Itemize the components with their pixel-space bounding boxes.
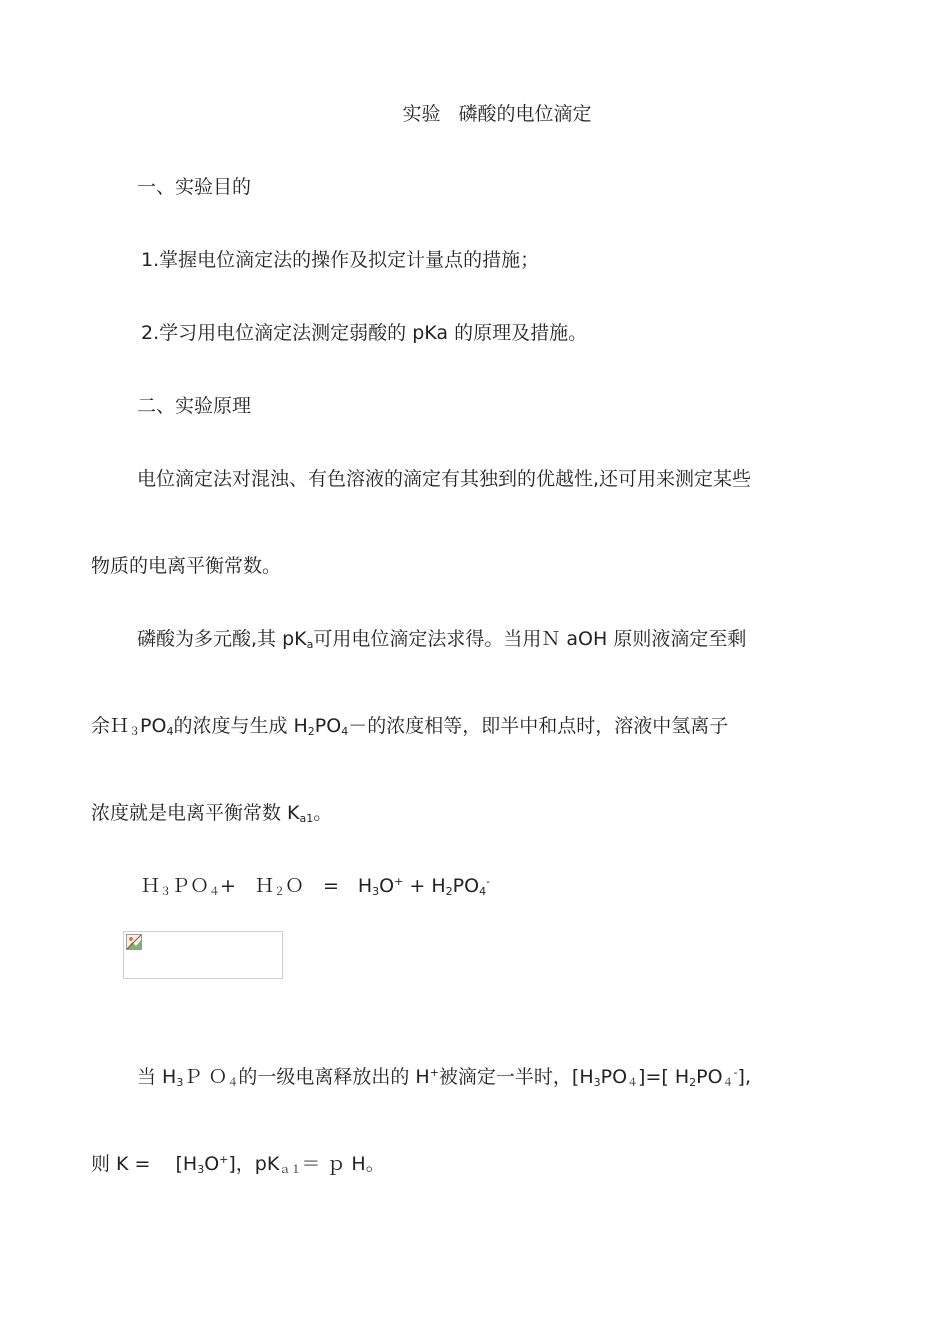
eq-text: + H — [403, 875, 446, 897]
p4-subscript: 3 — [197, 1163, 205, 1176]
p2-text: －的浓度相等，即半中和点时，溶液中氢离子 — [348, 715, 729, 737]
eq-subscript: 3 — [372, 885, 380, 898]
eq-text: PO — [452, 875, 480, 897]
eq-text: ＰＯ — [171, 875, 210, 897]
section-heading-principle: 二、实验原理 — [137, 395, 252, 417]
eq-subscript: ３ — [160, 885, 172, 898]
eq-text: O — [379, 875, 395, 897]
p4-superscript: + — [219, 1153, 229, 1166]
p2-text: 磷酸为多元酸,其 pK — [137, 628, 307, 650]
dissociation-equation — [0, 874, 950, 898]
item2-text-c: 的原理及措施。 — [454, 322, 588, 344]
p3-subscript: ４ — [227, 1076, 239, 1089]
p3-subscript: 2 — [689, 1076, 697, 1089]
p2-text: 浓度就是电离平衡常数 K — [91, 802, 300, 824]
eq-subscript: 4 — [479, 885, 487, 898]
p2-subscript: 4 — [341, 725, 349, 738]
paragraph-3 — [0, 1065, 950, 1089]
p2-subscript: a1 — [299, 812, 314, 825]
paragraph-2-line-1 — [0, 627, 950, 651]
p3-text: 被滴定一半时，[H — [438, 1066, 594, 1088]
p3-superscript: + — [429, 1066, 439, 1079]
p3-subscript: ４ — [722, 1076, 734, 1089]
p3-subscript: ４ — [627, 1076, 639, 1089]
p3-subscript: 3 — [176, 1076, 184, 1089]
objective-item-1: 1.掌握电位滴定法的操作及拟定计量点的措施； — [141, 249, 540, 271]
item2-pka: pKa — [412, 322, 449, 344]
p2-text: 的浓度与生成 H — [173, 715, 308, 737]
p3-text: ], — [737, 1066, 751, 1088]
p3-subscript: 3 — [593, 1076, 601, 1089]
eq-subscript: ４ — [209, 885, 221, 898]
paragraph-4 — [0, 1152, 950, 1176]
p4-text: ＝ ｐ H。 — [301, 1153, 385, 1175]
section-heading-objectives: 一、实验目的 — [137, 176, 252, 198]
p2-text: 余Ｈ — [91, 715, 130, 737]
eq-superscript: + — [394, 875, 404, 888]
p3-text: PO — [696, 1066, 723, 1088]
objective-item-2 — [0, 321, 950, 345]
paragraph-1-line-1: 电位滴定法对混浊、有色溶液的滴定有其独到的优越性,还可用来测定某些 — [137, 468, 752, 490]
p3-text: Ｐ Ｏ — [183, 1066, 228, 1088]
p4-text: 则 K = [H — [91, 1153, 198, 1175]
p4-text: O — [204, 1153, 220, 1175]
p3-text: ]=[ H — [638, 1066, 690, 1088]
paragraph-1-line-2: 物质的电离平衡常数。 — [91, 555, 282, 577]
p2-subscript: a — [306, 638, 314, 651]
p3-text: 的一级电离释放出的 H — [238, 1066, 430, 1088]
p3-text: PO — [600, 1066, 628, 1088]
item2-text-a: 2.学习用电位滴定法测定弱酸的 — [141, 322, 407, 344]
eq-subscript: ２ — [273, 885, 285, 898]
p2-text: PO — [140, 715, 167, 737]
title-right: 磷酸的电位滴定 — [458, 103, 592, 125]
paragraph-2-line-2 — [0, 714, 950, 738]
broken-image-icon — [126, 934, 142, 950]
broken-image-placeholder — [123, 931, 283, 979]
p2-subscript: ３ — [129, 725, 141, 738]
paragraph-2-line-3 — [0, 801, 950, 825]
eq-text: + Ｈ — [220, 875, 274, 897]
eq-text: Ｈ — [141, 875, 161, 897]
p2-subscript: 2 — [307, 725, 315, 738]
eq-superscript: - — [486, 875, 491, 888]
page-title — [0, 102, 950, 126]
p2-subscript: 4 — [166, 725, 174, 738]
eq-subscript: 2 — [445, 885, 453, 898]
p2-text: 可用电位滴定法求得。当用Ｎ aOH 原则液滴定至剩 — [313, 628, 747, 650]
p2-text: 。 — [313, 802, 333, 824]
p3-superscript: - — [733, 1066, 738, 1079]
eq-text: Ｏ = H — [284, 875, 373, 897]
title-left: 实验 — [402, 103, 441, 125]
p4-text: ]，pK — [228, 1153, 280, 1175]
p4-subscript: ａ１ — [279, 1163, 302, 1176]
p3-text: 当 H — [137, 1066, 177, 1088]
p2-text: PO — [314, 715, 342, 737]
